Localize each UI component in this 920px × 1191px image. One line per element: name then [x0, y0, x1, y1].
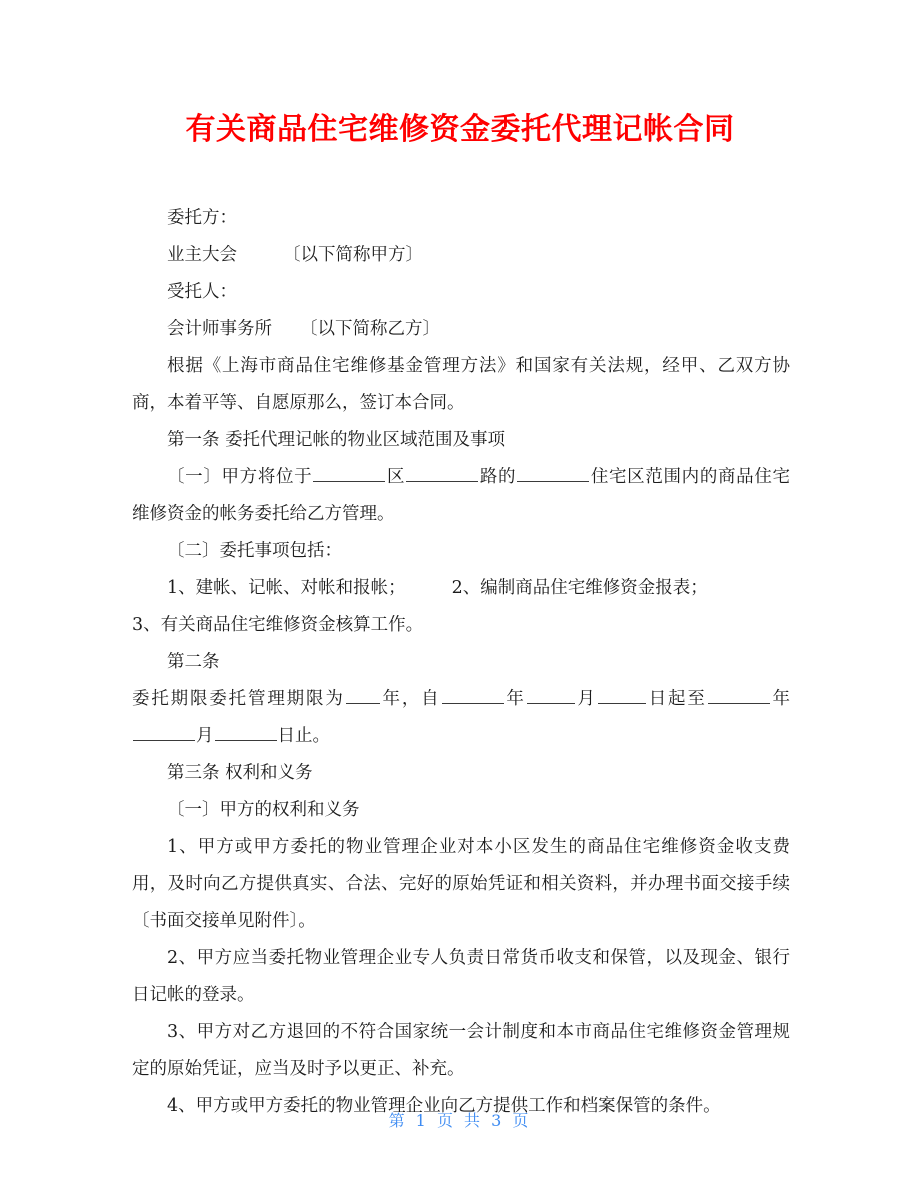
district-blank[interactable]: [313, 463, 385, 482]
term-text: 年，自: [380, 689, 441, 709]
article-1-clause-1: [132, 459, 790, 533]
start-month-blank[interactable]: [527, 685, 575, 704]
article-3-item-3: 3、甲方对乙方退回的不符合国家统一会计制度和本市商品住宅维修资金管理规定的原始凭证，应当及时予以更正、补充。: [132, 1022, 790, 1079]
trustee-label: 受托人：: [167, 282, 237, 302]
clause-text: 区: [386, 467, 406, 487]
term-text: 年: [770, 689, 791, 709]
article-3-heading: 第三条 权利和义务: [167, 763, 313, 783]
term-text: 月: [196, 726, 214, 746]
article-2-term: [132, 681, 790, 755]
article-3-item-4: 4、甲方或甲方委托的物业管理企业向乙方提供工作和档案保管的条件。: [167, 1096, 721, 1116]
term-text: 委托期限委托管理期限为: [132, 689, 345, 709]
article-1-heading: 第一条 委托代理记帐的物业区域范围及事项: [167, 430, 506, 450]
term-text: 日止。: [277, 726, 330, 746]
term-text: 年: [504, 689, 526, 709]
end-year-blank[interactable]: [708, 685, 770, 704]
article-3-item-2: 2、甲方应当委托物业管理企业专人负责日常货币收支和保管，以及现金、银行日记帐的登录。: [132, 948, 790, 1005]
term-text: 月: [575, 689, 597, 709]
clause-text: 路的: [479, 467, 517, 487]
start-year-blank[interactable]: [442, 685, 504, 704]
term-years-blank[interactable]: [346, 685, 380, 704]
page-footer: 第 1 页 共 3 页: [388, 1111, 532, 1130]
clause-text: 住宅区范围内的商品住宅维修资金的帐务委托给乙方管理。: [132, 467, 791, 524]
item-1-text: 1、建帐、记帐、对帐和报帐；: [167, 578, 406, 598]
term-text: 日起至: [646, 689, 707, 709]
residential-area-blank[interactable]: [517, 463, 589, 482]
article-1-items-line-2: 3、有关商品住宅维修资金核算工作。: [132, 615, 424, 635]
preamble-paragraph: 根据《上海市商品住宅维修基金管理方法》和国家有关法规，经甲、乙双方协商，本着平等、自愿原那么，签订本合同。: [132, 356, 790, 413]
consignor-name: 业主大会: [167, 245, 237, 265]
consignor-alias: 〔以下简称甲方〕: [283, 245, 423, 265]
road-blank[interactable]: [406, 463, 478, 482]
article-2-heading: 第二条: [167, 652, 220, 672]
document-body: [132, 200, 790, 1125]
end-day-blank[interactable]: [215, 722, 277, 741]
clause-text: 〔一〕甲方将位于: [167, 467, 313, 487]
article-3-clause-1: 〔一〕甲方的权利和义务: [167, 800, 360, 820]
start-day-blank[interactable]: [598, 685, 646, 704]
end-month-blank[interactable]: [133, 722, 195, 741]
trustee-name: 会计师事务所: [167, 319, 272, 339]
item-2-text: 2、编制商品住宅维修资金报表；: [451, 578, 708, 598]
trustee-alias: 〔以下简称乙方〕: [300, 319, 440, 339]
consignor-label: 委托方：: [167, 208, 237, 228]
article-3-item-1: 1、甲方或甲方委托的物业管理企业对本小区发生的商品住宅维修资金收支费用，及时向乙方提供真实、合法、完好的原始凭证和相关资料，并办理书面交接手续〔书面交接单见附件〕。: [132, 837, 790, 931]
trustee-line: [132, 311, 790, 348]
page-title: 有关商品住宅维修资金委托代理记帐合同: [185, 112, 735, 147]
article-1-clause-2: 〔二〕委托事项包括：: [167, 541, 342, 561]
article-1-items-line-1: [132, 570, 790, 607]
consignor-line: [132, 237, 790, 274]
